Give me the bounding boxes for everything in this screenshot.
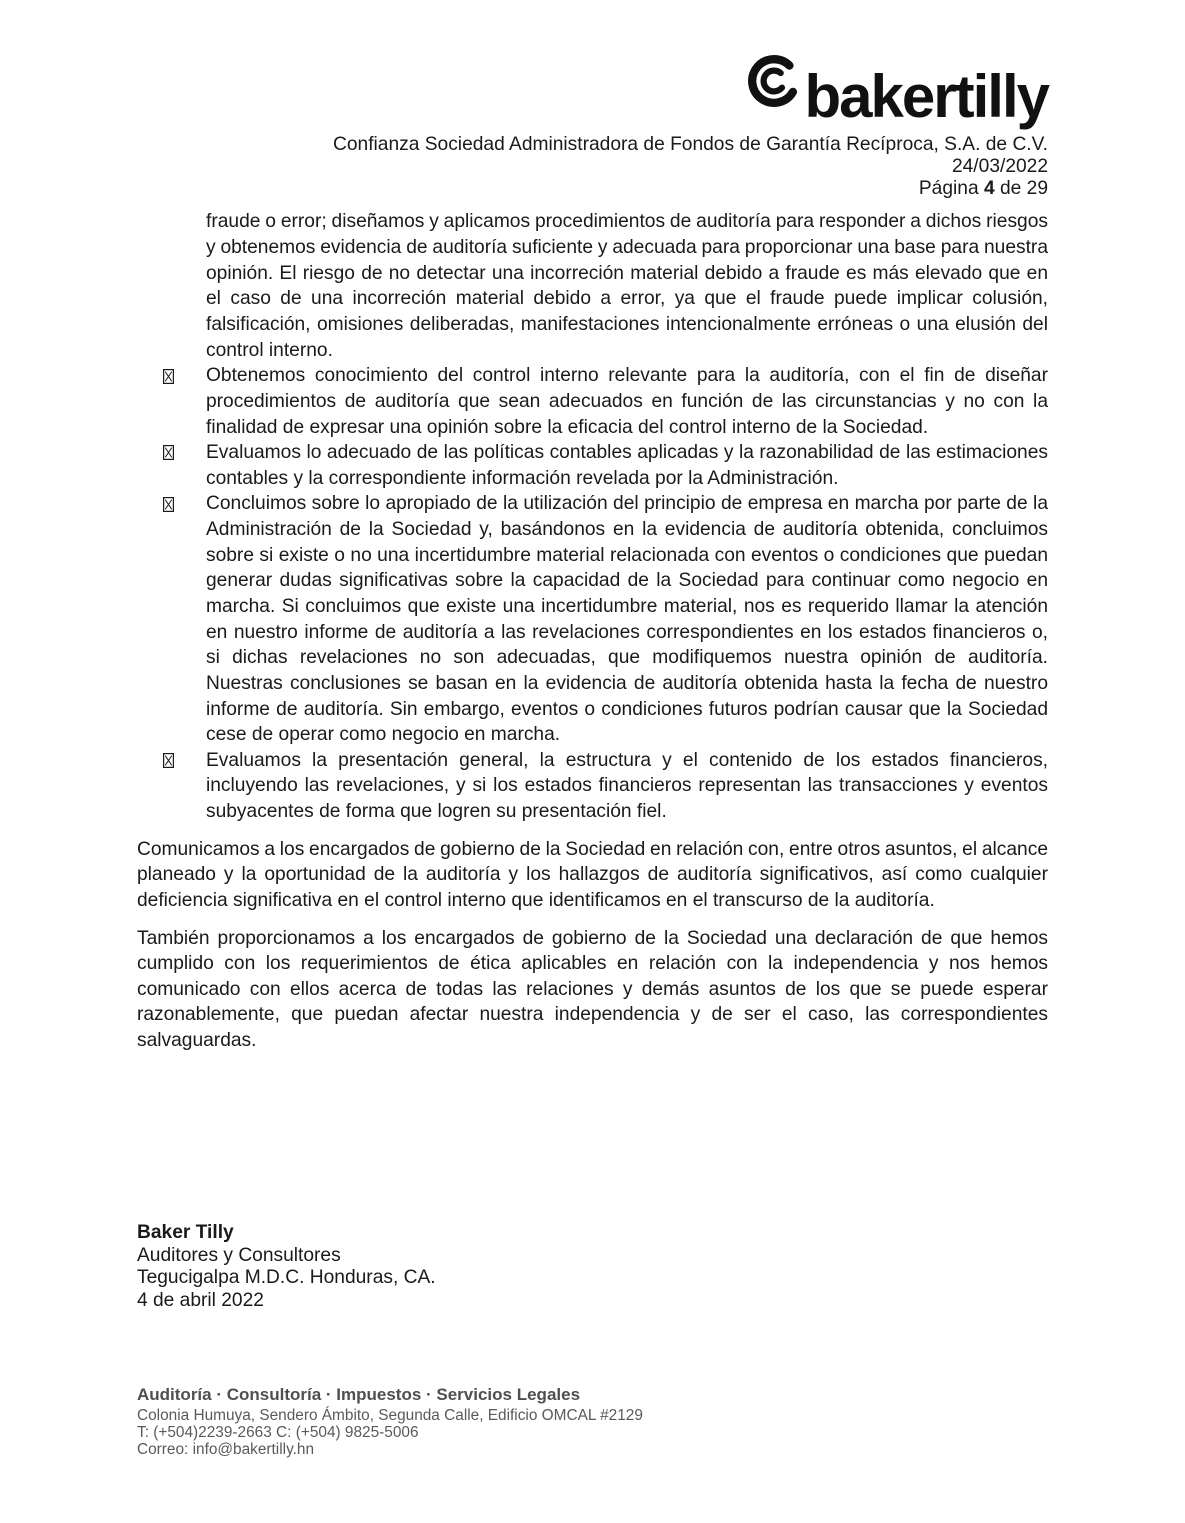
text-line: planeado y la oportunidad de la auditoría y los hallazgos de auditoría significativos, así como cualquier <box>137 864 1048 886</box>
text-line: fraude o error; diseñamos y aplicamos procedimientos de auditoría para responder a dichos riesgos <box>206 211 1048 233</box>
report-date: 24/03/2022 <box>951 156 1048 177</box>
document-header <box>333 134 1048 200</box>
text-line: control interno. <box>206 339 333 361</box>
bakertilly-swirl-icon <box>747 54 801 108</box>
footer-address: Colonia Humuya, Sendero Ámbito, Segunda Calle, Edificio OMCAL #2129 <box>137 1407 643 1425</box>
bullet-text <box>206 491 1048 747</box>
text-line: falsificación, omisiones deliberadas, manifestaciones intencionalmente erróneas o una elusión del <box>206 313 1048 335</box>
text-line: incluyendo las revelaciones, y si los estados financieros representan las transacciones y eventos <box>206 775 1048 797</box>
text-line: Concluimos sobre lo apropiado de la utilización del principio de empresa en marcha por parte de la <box>206 493 1048 515</box>
signature-date: 4 de abril 2022 <box>137 1289 264 1311</box>
independence-declaration-paragraph <box>137 926 1048 1054</box>
text-line: Nuestras conclusiones se basan en la evidencia de auditoría obtenida hasta la fecha de nuestro <box>206 672 1048 694</box>
text-line: razonablemente, que puedan afectar nuestra independencia y de ser el caso, las correspondientes <box>137 1004 1048 1026</box>
text-line: Evaluamos lo adecuado de las políticas contables aplicadas y la razonabilidad de las estimaciones <box>206 442 1048 464</box>
governance-communication-paragraph <box>137 837 1048 914</box>
bullet-marker-icon <box>163 445 174 460</box>
footer-phones: T: (+504)2239-2663 C: (+504) 9825-5006 <box>137 1424 419 1442</box>
signature-firm: Baker Tilly <box>137 1222 234 1243</box>
text-line: sobre si existe o no una incertidumbre material relacionada con eventos o condiciones que puedan <box>206 544 1048 566</box>
page-indicator <box>333 178 1048 200</box>
text-line: cese de operar como negocio en marcha. <box>206 724 561 746</box>
text-line: salvaguardas. <box>137 1029 257 1051</box>
text-line: cumplido con los requerimientos de ética aplicables en relación con la independencia y nos hemos <box>137 953 1048 975</box>
audit-procedures-section <box>0 209 1185 824</box>
signature-block <box>137 1222 436 1312</box>
bullet-text <box>206 748 1048 825</box>
bullet-text <box>206 440 1048 491</box>
text-line: También proporcionamos a los encargados de gobierno de la Sociedad una declaración de que hemos <box>137 927 1048 949</box>
bullet-item <box>0 363 1185 440</box>
bullet-marker-icon <box>163 753 174 768</box>
page-total: de 29 <box>999 178 1048 199</box>
text-line: Evaluamos la presentación general, la estructura y el contenido de los estados financieros, <box>206 749 1048 771</box>
text-line: el caso de una incorreción material debido a error, ya que el fraude puede implicar colusión, <box>206 288 1048 310</box>
continued-paragraph <box>206 209 1048 363</box>
text-line: si dichas revelaciones no son adecuadas, que modifiquemos nuestra opinión de auditoría. <box>206 647 1048 669</box>
signature-title: Auditores y Consultores <box>137 1244 341 1266</box>
signature-location: Tegucigalpa M.D.C. Honduras, CA. <box>137 1267 436 1288</box>
bullet-item <box>0 491 1185 747</box>
text-line: Obtenemos conocimiento del control interno relevante para la auditoría, con el fin de diseñar <box>206 365 1048 387</box>
text-line: generar dudas significativas sobre la capacidad de la Sociedad para continuar como negocio en <box>206 570 1048 592</box>
text-line: marcha. Si concluimos que existe una incertidumbre material, nos es requerido llamar la atención <box>206 596 1048 617</box>
bullet-item <box>0 440 1185 491</box>
text-line: en nuestro informe de auditoría a las revelaciones correspondientes en los estados financieros o, <box>206 621 1048 643</box>
text-line: deficiencia significativa en el control interno que identificamos en el transcurso de la auditoría. <box>137 889 935 911</box>
bullet-marker-icon <box>163 369 174 384</box>
page-label: Página <box>918 178 979 199</box>
text-line: opinión. El riesgo de no detectar una incorreción material debido a fraude es más elevado que en <box>206 262 1048 284</box>
bullet-marker-icon <box>163 497 174 512</box>
footer-contact <box>137 1407 643 1458</box>
text-line: contables y la correspondiente información revelada por la Administración. <box>206 467 839 489</box>
text-line: Comunicamos a los encargados de gobierno de la Sociedad en relación con, entre otros asuntos, el alcance <box>137 838 1048 860</box>
bullet-item <box>0 748 1185 825</box>
footer-email: Correo: info@bakertilly.hn <box>137 1441 315 1459</box>
text-line: y obtenemos evidencia de auditoría suficiente y adecuada para proporcionar una base para nuestra <box>206 237 1048 259</box>
text-line: comunicado con ellos acerca de todas las relaciones y demás asuntos de los que se puede esperar <box>137 978 1048 1000</box>
company-name: Confianza Sociedad Administradora de Fondos de Garantía Recíproca, S.A. de C.V. <box>333 134 1048 155</box>
bullet-text <box>206 363 1048 440</box>
text-line: informe de auditoría. Sin embargo, eventos o condiciones futuros podrían causar que la Sociedad <box>206 698 1048 720</box>
bakertilly-wordmark: bakertilly <box>804 63 1048 130</box>
text-line: Administración de la Sociedad y, basándonos en la evidencia de auditoría obtenida, concluimos <box>206 519 1048 541</box>
text-line: subyacentes de forma que logren su presentación fiel. <box>206 801 667 823</box>
text-line: finalidad de expresar una opinión sobre la eficacia del control interno de la Sociedad. <box>206 416 929 438</box>
text-line: procedimientos de auditoría que sean adecuados en función de las circunstancias y no con la <box>206 390 1048 412</box>
bullet-list <box>0 363 1185 825</box>
page-number: 4 <box>983 178 995 199</box>
footer-services: Auditoría · Consultoría · Impuestos · Servicios Legales <box>137 1385 581 1404</box>
